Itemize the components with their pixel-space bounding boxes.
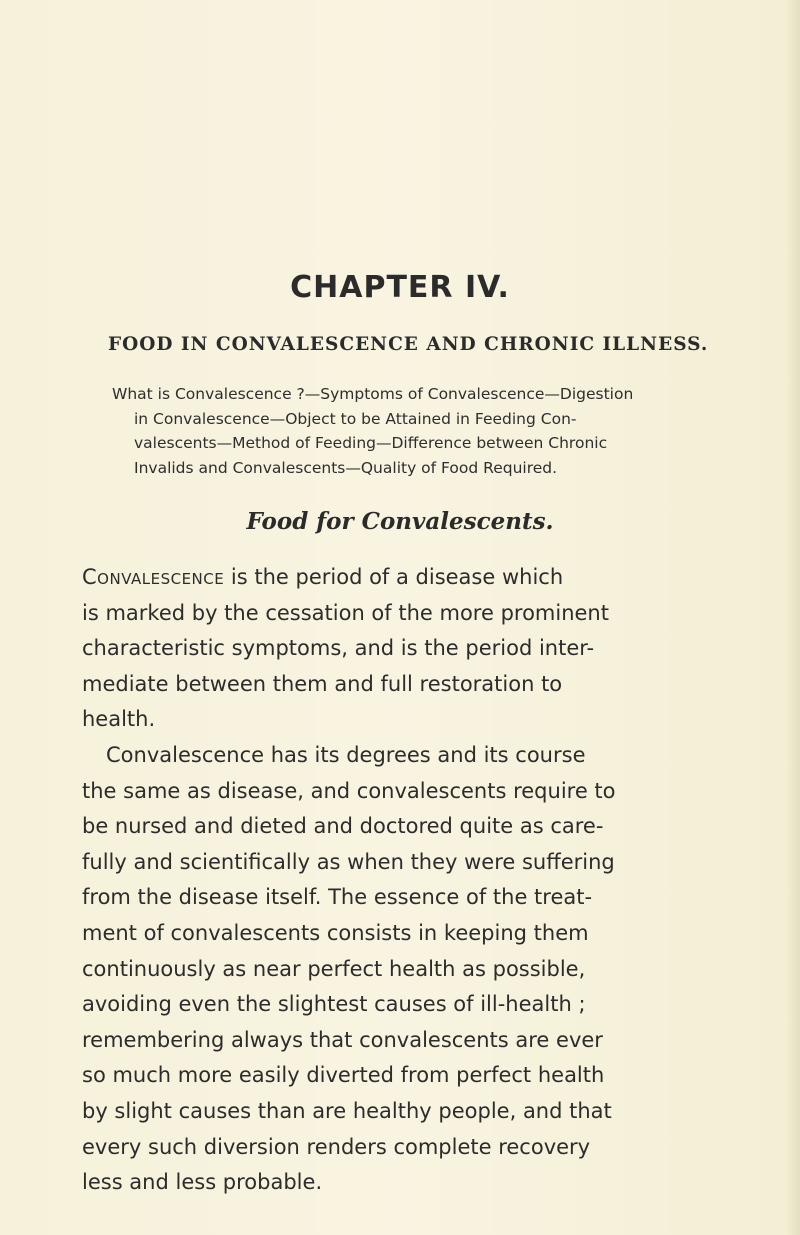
body-text xyxy=(82,560,752,1201)
paragraph-2-line: so much more easily diverted from perfect health xyxy=(82,1063,605,1088)
paragraph-2-line: fully and scientifically as when they were suffering xyxy=(82,849,615,874)
paragraph-1-line: health. xyxy=(82,707,156,732)
paragraph-1-line xyxy=(82,560,752,596)
paragraph-1-line: mediate between them and full restoration to xyxy=(82,671,563,696)
paragraph-2-line: Convalescence has its degrees and its course xyxy=(106,742,586,767)
paragraph-1-line-text: is the period of a disease which xyxy=(224,565,564,589)
paragraph-1-line: is marked by the cessation of the more prominent xyxy=(82,600,609,625)
synopsis-line: What is Convalescence ?—Symptoms of Convalescence—Digestion xyxy=(112,385,634,403)
paragraph-2-line: ment of convalescents consists in keeping them xyxy=(82,920,589,945)
synopsis-line: valescents—Method of Feeding—Difference between Chronic xyxy=(134,434,608,452)
paragraph-2-line: the same as disease, and convalescents require to xyxy=(82,778,616,803)
paragraph-lead-word: Convalescence xyxy=(82,565,225,589)
chapter-subtitle: FOOD IN CONVALESCENCE AND CHRONIC ILLNESS. xyxy=(108,334,709,355)
paragraph-2-line: remembering always that convalescents are ever xyxy=(82,1027,603,1052)
chapter-title: CHAPTER IV. xyxy=(290,270,510,305)
paragraph-2-line: by slight causes than are healthy people, and that xyxy=(82,1098,612,1123)
chapter-synopsis xyxy=(112,382,752,480)
paragraph-2-line: from the disease itself. The essence of the treat- xyxy=(82,885,593,910)
paragraph-2-line: less and less probable. xyxy=(82,1170,323,1195)
paragraph-1-line: characteristic symptoms, and is the period inter- xyxy=(82,636,595,661)
synopsis-line: in Convalescence—Object to be Attained in Feeding Con- xyxy=(134,409,577,428)
page-edge-shadow xyxy=(786,0,800,1235)
paragraph-2-line: avoiding even the slightest causes of ill-health ; xyxy=(82,992,586,1017)
paragraph-2-line: every such diversion renders complete recovery xyxy=(82,1134,591,1159)
paragraph-2-line: continuously as near perfect health as possible, xyxy=(82,956,586,981)
paragraph-2-line: be nursed and dieted and doctored quite as care- xyxy=(82,814,604,839)
section-heading: Food for Convalescents. xyxy=(246,508,554,535)
synopsis-line: Invalids and Convalescents—Quality of Food Required. xyxy=(134,458,558,477)
